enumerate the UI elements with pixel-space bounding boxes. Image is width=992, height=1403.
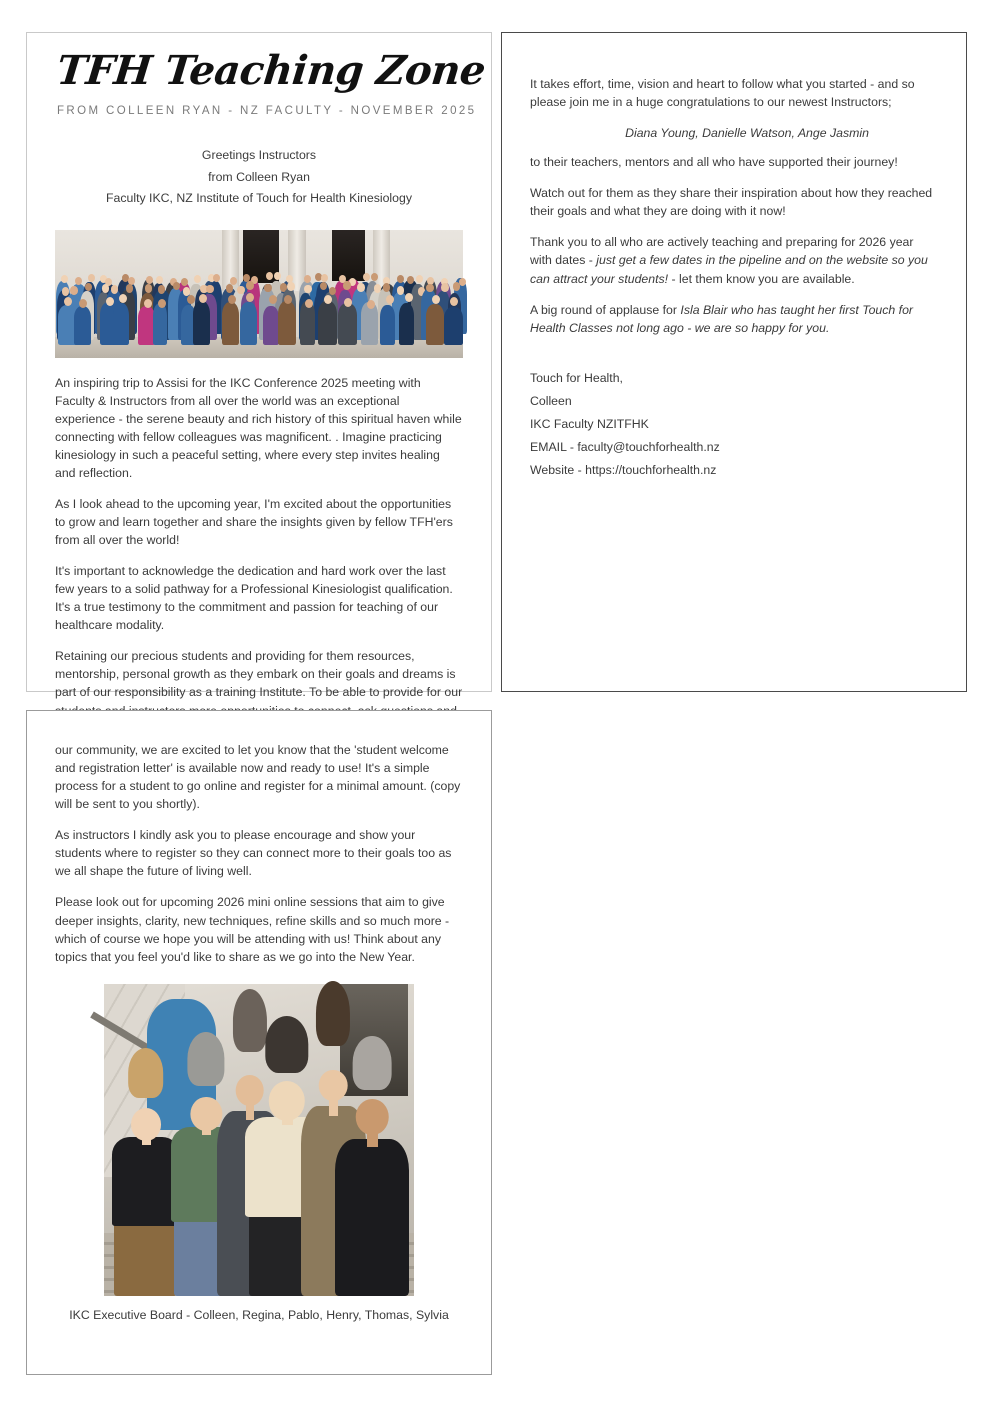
photo-person-head [156, 276, 163, 284]
photo-person-head [269, 295, 277, 304]
photo-person [153, 303, 168, 345]
photo-person-head [426, 284, 434, 293]
photo-person-head [266, 272, 273, 280]
photo-person-head [246, 281, 254, 290]
new-instructors-names: Diana Young, Danielle Watson, Ange Jasmin [625, 126, 869, 141]
photo-member-lower [114, 1214, 177, 1295]
photo-member-head [131, 1108, 161, 1141]
photo-person-head [357, 283, 365, 292]
paragraph-dates [530, 233, 938, 287]
photo-person [361, 302, 377, 344]
greeting-line-3: Faculty IKC, NZ Institute of Touch for Health Kinesiology [106, 191, 412, 206]
photo-caption: IKC Executive Board - Colleen, Regina, Pablo, Henry, Thomas, Sylvia [69, 1307, 449, 1322]
photo-person-head [144, 299, 152, 308]
greeting-line-2: from Colleen Ryan [208, 169, 310, 184]
signature-line-2: Colleen [530, 393, 572, 408]
photo-person-head [405, 293, 413, 302]
photo-person [338, 303, 357, 345]
signature-line-1: Touch for Health, [530, 370, 623, 385]
photo-person-head [146, 276, 153, 284]
photo-person-head [459, 278, 466, 286]
signature-website[interactable]: Website - https://touchforhealth.nz [530, 462, 717, 477]
photo-person-head [321, 274, 328, 282]
paragraph-intro: It takes effort, time, vision and heart to follow what you started - and so please join me in a huge congratulations to our newest Instructors; [530, 77, 915, 110]
photo-member-hair [316, 981, 350, 1046]
photo-person [426, 304, 444, 344]
photo-person [263, 306, 279, 345]
newsletter-page-1 [26, 32, 492, 700]
greeting-line-1: Greetings Instructors [201, 148, 317, 162]
photo-person-head [106, 297, 114, 306]
exec-board-photo [104, 984, 414, 1296]
dates-text-b: - let them know you are available. [668, 271, 855, 286]
photo-member-hair [353, 1036, 392, 1090]
photo-member-torso [335, 1139, 409, 1295]
paragraph-applause [530, 301, 938, 337]
photo-person-head [320, 282, 328, 291]
photo-person [222, 302, 239, 345]
page-2-body [502, 33, 966, 482]
photo-person [113, 303, 128, 345]
photo-person-head [181, 278, 188, 286]
photo-member-hair [233, 989, 267, 1052]
photo-person-head [126, 284, 134, 293]
applause-text-a: A big round of applause for [530, 302, 681, 317]
photo-person-head [206, 285, 214, 294]
photo-person [193, 301, 210, 344]
paragraph: As I look ahead to the upcoming year, I'm excited about the opportunities to grow and learn together and share the insights given by fellow TFH'ers from all over the world! [55, 496, 453, 548]
photo-person-head [441, 283, 449, 292]
photo-crowd [55, 265, 463, 344]
dates-text-emphasis: just get a few dates in the pipeline and on the website so you can attract your students! [530, 253, 928, 286]
newsletter-page-2 [501, 32, 967, 692]
assisi-group-photo [55, 230, 463, 358]
paragraph: It's important to acknowledge the dedication and hard work over the last few years to a solid pathway for a Professional Kinesiologist qualification. It's a true testimony to the commitment and passion for teaching of our healthcare modality. [55, 564, 453, 633]
photo-person-head [194, 275, 201, 283]
photo-person-head [88, 274, 95, 282]
photo-board-member [333, 1090, 411, 1296]
photo-person-head [158, 285, 166, 294]
photo-person-head [187, 295, 195, 304]
photo-person [318, 301, 336, 345]
paragraph-thanks: to their teachers, mentors and all who have supported their journey! [530, 155, 898, 170]
photo-person-head [230, 277, 237, 285]
signature-block [530, 367, 938, 482]
photo-person-head [199, 294, 207, 303]
photo-person-head [64, 297, 72, 306]
paragraph: our community, we are excited to let you know that the 'student welcome and registration letter' is available now and ready to use! It's a simple process for a student to go online and register for a minimal amount. (copy will be sent to you shortly). [55, 743, 461, 812]
photo-person-head [324, 295, 332, 304]
paragraph: Please look out for upcoming 2026 mini online sessions that aim to give deeper insights, clarity, new techniques, refine skills and so much more - which of course we hope you will be attending with us! Think about any topics that you feel you'd like to share as we go into the New Year. [55, 895, 450, 964]
page-title: TFH Teaching Zone [54, 47, 488, 94]
newsletter-page-3 [26, 710, 492, 1375]
photo-person-head [371, 273, 378, 281]
signature-line-3: IKC Faculty NZITFHK [530, 416, 649, 431]
photo-person-head [416, 275, 423, 283]
photo-board-members [104, 984, 414, 1296]
page-3-body [27, 711, 491, 966]
photo-person [278, 301, 296, 345]
photo-member-hair [128, 1048, 164, 1098]
photo-person-head [79, 299, 87, 308]
photo-person-head [213, 274, 220, 282]
photo-person [380, 305, 395, 345]
photo-person-head [304, 275, 311, 283]
photo-person-head [70, 286, 78, 295]
photo-person [399, 303, 414, 345]
photo-person-head [304, 285, 312, 294]
signature-email[interactable]: EMAIL - faculty@touchforhealth.nz [530, 439, 720, 454]
paragraph: Retaining our precious students and providing for them resources, mentorship, personal growth as they embark on their goals and dreams is part of our responsibility as a training Institute. To be able to provide for our [55, 649, 463, 700]
masthead-subtitle: FROM COLLEEN RYAN - NZ FACULTY - NOVEMBER 2025 [57, 105, 477, 117]
paragraph: As instructors I kindly ask you to please encourage and show your students where to register so they can connect more to their goals too as we all shape the future of living well. [55, 828, 452, 879]
page-1-body [27, 374, 491, 738]
photo-person-head [287, 282, 295, 291]
photo-person-head [343, 281, 351, 290]
paragraph-watch: Watch out for them as they share their inspiration about how they reached their goals and what they are doing with it now! [530, 186, 933, 219]
applause-text-emphasis: Isla Blair who has taught her first Touch for Health Classes not long ago - we are so happy for you. [530, 302, 914, 335]
photo-person-head [453, 282, 461, 291]
photo-person-head [145, 284, 153, 293]
photo-person-head [367, 300, 375, 309]
photo-person [74, 306, 92, 345]
greeting-block [27, 145, 491, 210]
masthead [27, 33, 491, 117]
photo-person-head [363, 273, 370, 281]
photo-person-head [226, 284, 234, 293]
photo-person [444, 307, 462, 345]
photo-member-head [356, 1099, 389, 1135]
photo-person [240, 302, 256, 345]
photo-person-head [274, 272, 281, 280]
paragraph: An inspiring trip to Assisi for the IKC Conference 2025 meeting with Faculty & Instructors from all over the world was an exceptional experience - the serene beauty and rich history of this spiritual haven while connecting with fellow colleagues was magnificent. . Imagine practicing kinesiology in such a peaceful setting, where every step invites healing and reflection. [55, 375, 462, 480]
dates-text-a: Thank you to all who are actively teaching and preparing for 2026 year with dates - [530, 235, 914, 268]
photo-person-head [61, 275, 68, 283]
